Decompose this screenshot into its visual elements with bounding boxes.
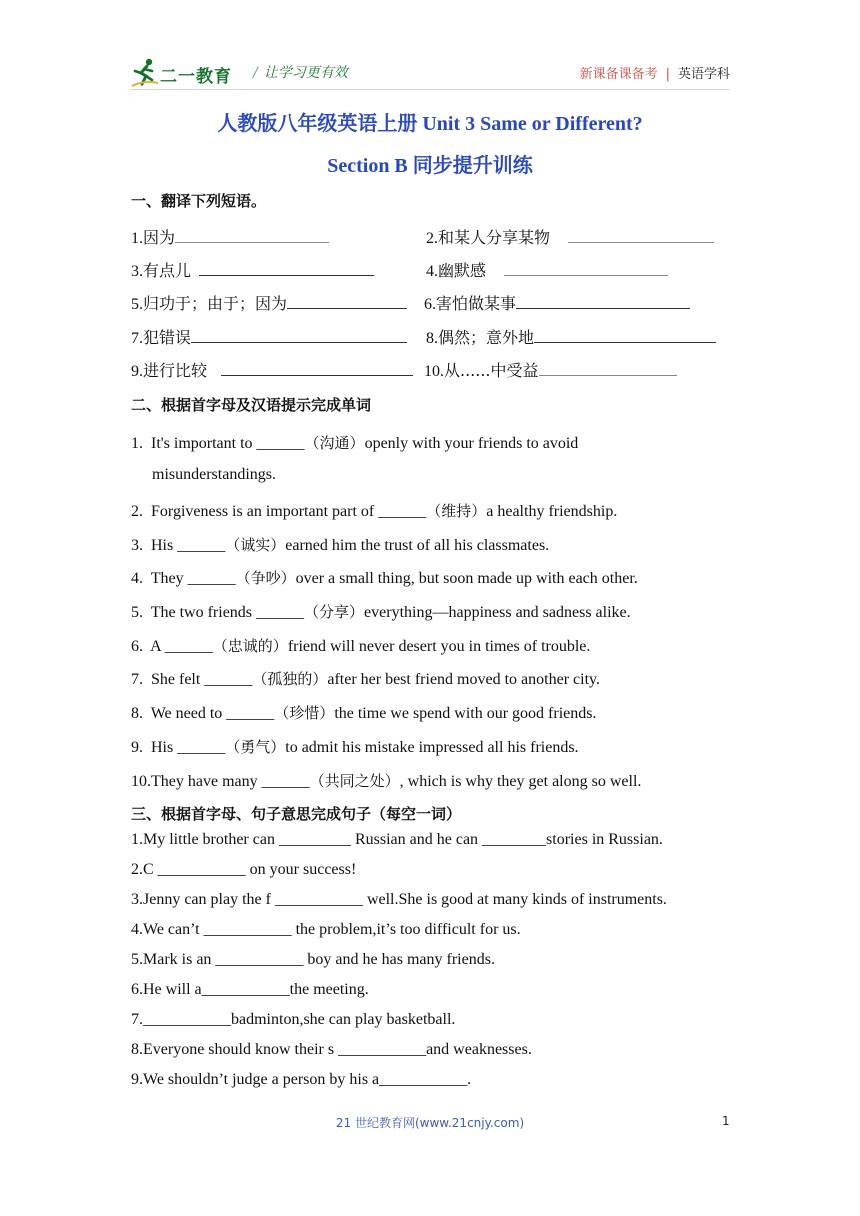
page-header: [130, 52, 730, 92]
sentence-item: 6.He will a___________the meeting.: [131, 981, 369, 998]
phrase-item: 5.归功于；由于；因为: [131, 291, 407, 314]
phrase-item: 2.和某人分享某物: [426, 225, 714, 248]
sentence-item: 2.C ___________ on your success!: [131, 861, 357, 878]
part3-heading: 三、根据首字母、句子意思完成句子（每空一词）: [131, 805, 462, 823]
header-subject-label: [580, 63, 730, 82]
phrase-item: 6.害怕做某事: [424, 291, 690, 314]
question-item: 1. It's important to ______（沟通）openly with your friends to avoid: [131, 434, 579, 452]
brand-logo: [130, 56, 242, 88]
question-item: 5. The two friends ______（分享）everything—happiness and sadness alike.: [131, 603, 631, 621]
part2-heading: 二、根据首字母及汉语提示完成单词: [131, 396, 372, 414]
sentence-item: 8.Everyone should know their s ___________and weaknesses.: [131, 1041, 532, 1058]
phrase-item: 8.偶然；意外地: [426, 325, 716, 348]
sentence-item: 3.Jenny can play the f ___________ well.She is good at many kinds of instruments.: [131, 891, 667, 908]
question-item: 3. His ______（诚实）earned him the trust of all his classmates.: [131, 536, 550, 554]
logo-text: 二一教育: [160, 67, 232, 87]
header-divider: [130, 89, 730, 90]
slogan: / 让学习更有效: [253, 65, 348, 81]
question-item: 6. A ______（忠诚的）friend will never desert you in times of trouble.: [131, 637, 591, 655]
doc-subtitle: Section B 同步提升训练: [327, 155, 533, 177]
slogan-text: 让学习更有效: [263, 65, 348, 81]
phrase-item: 4.幽默感: [426, 258, 668, 281]
question-item: 10.They have many ______（共同之处）, which is why they get along so well.: [131, 772, 642, 790]
phrase-item: 1.因为: [131, 225, 329, 248]
phrase-item: 10.从......中受益: [424, 358, 677, 381]
question-item: 8. We need to ______（珍惜）the time we spend with our good friends.: [131, 704, 597, 722]
phrase-item: 9.进行比较: [131, 358, 413, 381]
question-item: 4. They ______（争吵）over a small thing, but soon made up with each other.: [131, 569, 638, 587]
sentence-item: 4.We can’t ___________ the problem,it’s too difficult for us.: [131, 921, 521, 938]
phrase-item: 3.有点儿: [131, 258, 374, 281]
question-item: 2. Forgiveness is an important part of ______（维持）a healthy friendship.: [131, 502, 618, 520]
footer-site-link[interactable]: 21 世纪教育网(www.21cnjy.com): [335, 1116, 525, 1130]
header-separator: |: [665, 67, 670, 82]
runner-logo-icon: [130, 56, 160, 88]
course-label: 新课备课备考: [579, 67, 658, 82]
sentence-item: 5.Mark is an ___________ boy and he has many friends.: [131, 951, 495, 968]
question-item: 9. His ______（勇气）to admit his mistake impressed all his friends.: [131, 738, 579, 756]
phrase-item: 7.犯错误: [131, 325, 407, 348]
question-item: 7. She felt ______（孤独的）after her best friend moved to another city.: [131, 670, 600, 688]
sentence-item: 7.___________badminton,she can play basketball.: [131, 1011, 456, 1028]
part1-heading: 一、翻译下列短语。: [131, 192, 267, 210]
page-number: 1: [722, 1114, 730, 1128]
question-continuation: misunderstandings.: [152, 466, 276, 483]
doc-title: 人教版八年级英语上册 Unit 3 Same or Different?: [217, 113, 643, 135]
subject-label: 英语学科: [677, 67, 730, 82]
sentence-item: 9.We shouldn’t judge a person by his a___________.: [131, 1071, 472, 1088]
sentence-item: 1.My little brother can _________ Russian and he can ________stories in Russian.: [131, 831, 663, 848]
